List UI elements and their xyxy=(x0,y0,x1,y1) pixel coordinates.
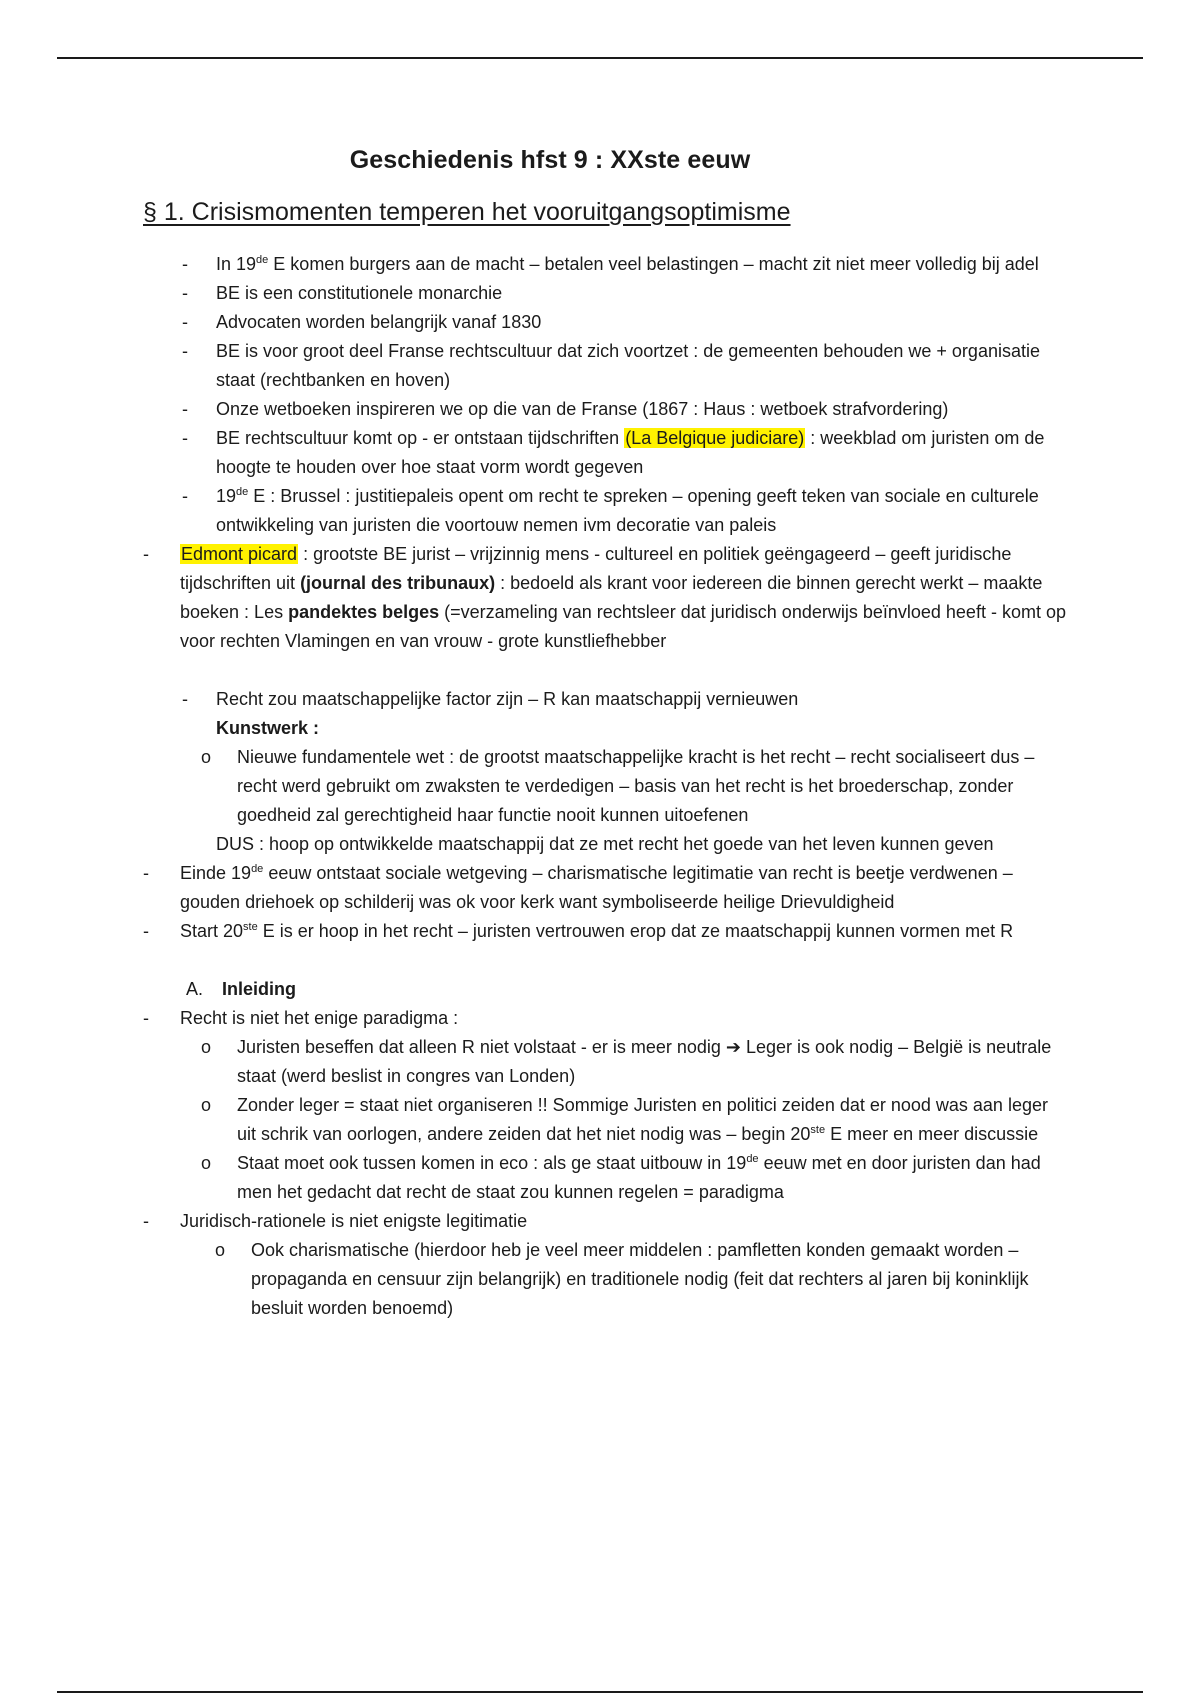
text-run: Staat moet ook tussen komen in eco : als ge staat uitbouw in 19 xyxy=(237,1153,747,1173)
list-item-text xyxy=(237,1149,1067,1207)
text-run: Ook charismatische (hierdoor heb je veel meer middelen : pamfletten konden gemaakt worden – propaganda en censuur zijn belangrijk) en traditionele nodig (feit dat rechters al jaren bij koninklijk besluit worden benoemd) xyxy=(251,1240,1029,1318)
page-title: Geschiedenis hfst 9 : XXste eeuw xyxy=(349,146,751,174)
circle-bullet: o xyxy=(201,1095,212,1115)
list-item xyxy=(0,482,1200,540)
list-item xyxy=(0,714,1200,743)
text-run: : weekblad om juristen om de hoogte te houden over hoe staat vorm wordt gegeven xyxy=(216,428,1045,477)
text-run: BE is voor groot deel Franse rechtscultuur dat zich voortzet : de gemeenten behouden we + organisatie staat (rechtbanken en hoven) xyxy=(216,341,1040,390)
list-item xyxy=(0,1004,1200,1033)
text-run: E is er hoop in het recht – juristen vertrouwen erop dat ze maatschappij kunnen vormen met R xyxy=(257,921,1014,941)
text-run: E komen burgers aan de macht – betalen veel belastingen – macht zit niet meer volledig bij adel xyxy=(268,254,1039,274)
list-item xyxy=(0,917,1200,946)
dash-bullet: - xyxy=(182,312,188,332)
list-item-text xyxy=(180,540,1070,656)
text-run: (=verzameling van rechtsleer dat juridisch onderwijs beïnvloed heeft - komt op voor rechten Vlamingen en van vrouw - grote kunstliefhebber xyxy=(180,602,1066,651)
list-item xyxy=(0,1149,1200,1207)
list-item-text xyxy=(237,1091,1067,1149)
list-item-text xyxy=(237,1033,1067,1091)
dash-bullet: - xyxy=(143,1008,149,1028)
list-item xyxy=(0,308,1200,337)
list-item xyxy=(0,395,1200,424)
section-heading: § 1. Crisismomenten temperen het vooruitgangsoptimisme xyxy=(143,198,791,226)
list-item xyxy=(0,685,1200,714)
text-run: Einde 19 xyxy=(180,863,252,883)
list-item-text xyxy=(237,743,1067,830)
superscript: de xyxy=(251,863,264,875)
dash-bullet: - xyxy=(182,254,188,274)
blank-line xyxy=(0,946,1200,975)
list-item xyxy=(0,337,1200,395)
superscript: de xyxy=(746,1153,759,1165)
bottom-rule xyxy=(57,1691,1143,1693)
superscript: de xyxy=(236,486,249,498)
circle-bullet: o xyxy=(215,1240,226,1260)
bold-text: Kunstwerk : xyxy=(216,718,320,738)
text-run: Recht is niet het enige paradigma : xyxy=(180,1008,459,1028)
text-run: Advocaten worden belangrijk vanaf 1830 xyxy=(216,312,542,332)
list-item-text xyxy=(251,1236,1069,1323)
text-run: eeuw met en door juristen dan had men het gedacht dat recht de staat zou kunnen regelen = paradigma xyxy=(237,1153,1041,1202)
superscript: de xyxy=(256,254,269,266)
text-run: Zonder leger = staat niet organiseren !! Sommige Juristen en politici zeiden dat er nood was aan leger uit schrik van oorlogen, andere zeiden dat het niet nodig was – begin 20 xyxy=(237,1095,1048,1144)
list-item xyxy=(0,250,1200,279)
dash-bullet: - xyxy=(143,1211,149,1231)
list-item-text xyxy=(216,250,1068,279)
text-run: : bedoeld als krant voor iedereen die binnen gerecht werkt – maakte boeken : Les xyxy=(180,573,1043,622)
circle-bullet: o xyxy=(201,1153,212,1173)
list-item xyxy=(0,830,1200,859)
list-item-text xyxy=(216,714,1068,743)
list-item-text xyxy=(216,424,1068,482)
dash-bullet: - xyxy=(182,428,188,448)
list-item xyxy=(0,1091,1200,1149)
dash-bullet: - xyxy=(143,863,149,883)
list-item xyxy=(0,743,1200,830)
text-run: Nieuwe fundamentele wet : de grootst maatschappelijke kracht is het recht – recht socialiseert dus – recht werd gebruikt om zwaksten te verdedigen – basis van het recht is het broederschap, zonder goedheid zal gerechtigheid haar functie nooit kunnen uitoefenen xyxy=(237,747,1035,825)
text-run: BE rechtscultuur komt op - er ontstaan tijdschriften xyxy=(216,428,625,448)
dash-bullet: - xyxy=(182,399,188,419)
list-item-text xyxy=(180,859,1070,917)
text-run: DUS : hoop op ontwikkelde maatschappij dat ze met recht het goede van het leven kunnen geven xyxy=(216,834,994,854)
list-item-text xyxy=(216,395,1068,424)
list-item-text xyxy=(216,685,1068,714)
text-run: eeuw ontstaat sociale wetgeving – charismatische legitimatie van recht is beetje verdwenen – gouden driehoek op schilderij was ok voor kerk want symboliseerde heilige Drievuldigheid xyxy=(180,863,1013,912)
heading-letter: A. xyxy=(186,979,204,999)
text-run: Juridisch-rationele is niet enigste legitimatie xyxy=(180,1211,528,1231)
document-body xyxy=(0,250,1200,1323)
dash-bullet: - xyxy=(182,486,188,506)
bold-text: (journal des tribunaux) xyxy=(300,573,496,593)
list-item-text xyxy=(216,830,1068,859)
list-item xyxy=(0,424,1200,482)
list-item xyxy=(0,279,1200,308)
blank-line xyxy=(0,656,1200,685)
circle-bullet: o xyxy=(201,747,212,767)
list-item-text xyxy=(222,975,1022,1004)
text-run: Onze wetboeken inspireren we op die van de Franse (1867 : Haus : wetboek strafvordering) xyxy=(216,399,949,419)
top-rule xyxy=(57,57,1143,59)
dash-bullet: - xyxy=(182,341,188,361)
text-run: Start 20 xyxy=(180,921,244,941)
list-item xyxy=(0,540,1200,656)
list-item xyxy=(0,1207,1200,1236)
dash-bullet: - xyxy=(182,689,188,709)
text-run: BE is een constitutionele monarchie xyxy=(216,283,503,303)
dash-bullet: - xyxy=(143,921,149,941)
text-run: 19 xyxy=(216,486,237,506)
list-item xyxy=(0,975,1200,1004)
bold-text: pandektes belges xyxy=(288,602,440,622)
list-item-text xyxy=(216,337,1068,395)
text-run: E meer en meer discussie xyxy=(825,1124,1039,1144)
text-run: Juristen beseffen dat alleen R niet volstaat - er is meer nodig ➔ Leger is ook nodig – België is neutrale staat (werd beslist in congres van Londen) xyxy=(237,1037,1052,1086)
highlighted-text: Edmont picard xyxy=(181,544,298,564)
superscript: ste xyxy=(243,921,258,933)
highlighted-text: (La Belgique judiciare) xyxy=(625,428,805,448)
list-item xyxy=(0,1033,1200,1091)
list-item-text xyxy=(216,308,1068,337)
list-item-text xyxy=(180,1004,1070,1033)
list-item-text xyxy=(180,917,1070,946)
text-run: Recht zou maatschappelijke factor zijn – R kan maatschappij vernieuwen xyxy=(216,689,799,709)
dash-bullet: - xyxy=(182,283,188,303)
text-run: : grootste BE jurist – vrijzinnig mens - cultureel en politiek geëngageerd – geeft juridische tijdschriften uit xyxy=(180,544,1012,593)
superscript: ste xyxy=(810,1124,826,1136)
text-run: In 19 xyxy=(216,254,257,274)
dash-bullet: - xyxy=(143,544,149,564)
list-item xyxy=(0,1236,1200,1323)
list-item xyxy=(0,859,1200,917)
list-item-text xyxy=(216,482,1068,540)
list-item-text xyxy=(180,1207,1070,1236)
text-run: E : Brussel : justitiepaleis opent om recht te spreken – opening geeft teken van sociale en culturele ontwikkeling van juristen die voortouw nemen ivm decoratie van paleis xyxy=(216,486,1039,535)
list-item-text xyxy=(216,279,1068,308)
circle-bullet: o xyxy=(201,1037,212,1057)
bold-text: Inleiding xyxy=(222,979,296,999)
